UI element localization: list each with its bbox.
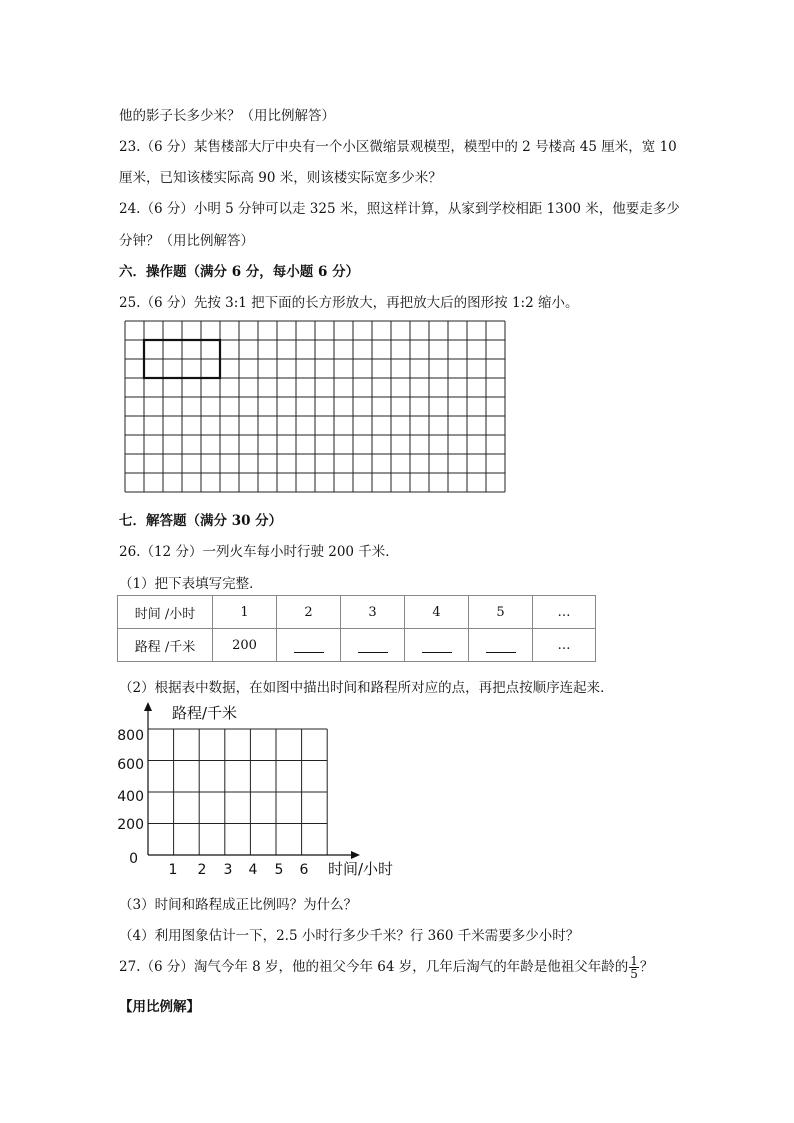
- section6-title: 六．操作题（满分 6 分，每小题 6 分）: [119, 264, 360, 280]
- q22-tail: 他的影子长多少米？（用比例解答）: [119, 108, 335, 124]
- q23-line2: 厘米，已知该楼实际高 90 米，则该楼实际宽多少米？: [119, 170, 442, 186]
- table-cell: 1: [213, 596, 277, 629]
- answer-blank[interactable]: [294, 638, 324, 653]
- q26-part1: （1）把下表填写完整．: [119, 576, 263, 592]
- x-tick: 6: [299, 862, 309, 878]
- q24-line1: 24.（6 分）小明 5 分钟可以走 325 米，照这样计算，从家到学校相距 1300 米，他要走多少: [119, 201, 680, 217]
- y-axis-label: 路程/千米: [172, 704, 238, 722]
- blank-cell[interactable]: [341, 629, 405, 662]
- q27-text: 27.（6 分）淘气今年 8 岁，他的祖父今年 64 岁，几年后淘气的年龄是他祖父年龄的: [119, 959, 629, 975]
- x-axis-arrow: [351, 851, 360, 859]
- answer-blank[interactable]: [422, 638, 452, 653]
- blank-cell[interactable]: [277, 629, 341, 662]
- answer-tag: 【用比例解】: [119, 999, 200, 1015]
- q27-end: ？: [639, 959, 654, 975]
- blank-cell[interactable]: [405, 629, 469, 662]
- table-row-distance: [118, 629, 596, 662]
- table-cell: 3: [341, 596, 405, 629]
- y-tick: 600: [117, 757, 144, 773]
- table-cell: …: [533, 629, 596, 662]
- q24-line2: 分钟？（用比例解答）: [119, 233, 254, 249]
- q25-stem: 25.（6 分）先按 3:1 把下面的长方形放大，再把放大后的图形按 1:2 缩小。: [119, 295, 579, 311]
- table-cell: …: [533, 596, 596, 629]
- x-tick: 3: [223, 862, 233, 878]
- x-tick: 4: [248, 862, 258, 878]
- table-cell: 4: [405, 596, 469, 629]
- q26-part2: （2）根据表中数据，在如图中描出时间和路程所对应的点，再把点按顺序连起来．: [119, 680, 614, 696]
- table-cell: 5: [469, 596, 533, 629]
- fraction-numerator: 1: [630, 954, 638, 968]
- table-cell: 200: [213, 629, 277, 662]
- fraction-denominator: 5: [630, 967, 638, 981]
- origin-label: 0: [129, 851, 138, 867]
- y-axis-arrow: [144, 702, 152, 711]
- table-row-time: [118, 596, 596, 629]
- y-tick: 800: [117, 728, 144, 744]
- q23-line1: 23.（6 分）某售楼部大厅中央有一个小区微缩景观模型，模型中的 2 号楼高 45 厘米，宽 10: [119, 139, 677, 155]
- time-distance-table: [117, 595, 596, 662]
- answer-blank[interactable]: [486, 638, 516, 653]
- x-tick: 1: [168, 862, 178, 878]
- table-cell: 2: [277, 596, 341, 629]
- q26-part3: （3）时间和路程成正比例吗？为什么？: [119, 897, 358, 913]
- x-tick: 5: [274, 862, 284, 878]
- y-tick: 200: [117, 817, 144, 833]
- fraction-one-fifth: [629, 955, 639, 980]
- section7-title: 七．解答题（满分 30 分）: [119, 513, 283, 529]
- blank-cell[interactable]: [469, 629, 533, 662]
- x-tick: 2: [197, 862, 207, 878]
- plot-chart: [110, 700, 410, 885]
- q27-stem: [119, 955, 653, 980]
- q26-part4: （4）利用图象估计一下，2.5 小时行多少千米？行 360 千米需要多少小时？: [119, 928, 580, 944]
- square-grid: [124, 320, 508, 498]
- q26-stem: 26.（12 分）一列火车每小时行驶 200 千米．: [119, 544, 399, 560]
- table-header-time: 时间 /小时: [118, 596, 213, 629]
- table-header-distance: 路程 /千米: [118, 629, 213, 662]
- x-axis-label: 时间/小时: [328, 860, 394, 878]
- y-tick: 400: [117, 789, 144, 805]
- answer-blank[interactable]: [358, 638, 388, 653]
